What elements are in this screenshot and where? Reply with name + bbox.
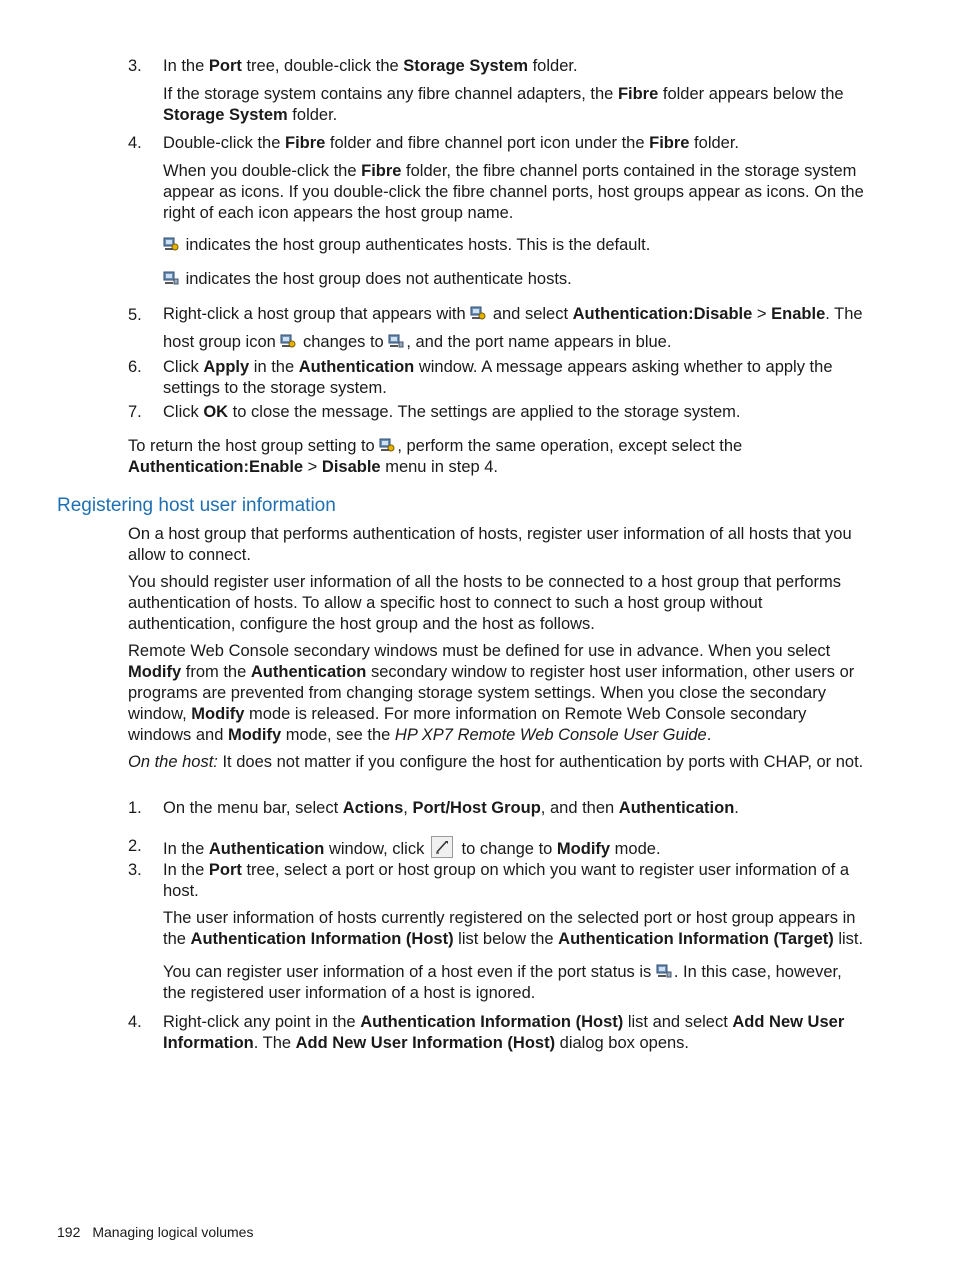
step-number: 7. xyxy=(128,403,142,421)
host-group-auth-icon xyxy=(163,236,179,252)
step-number: 2. xyxy=(128,837,142,855)
host-group-noauth-icon xyxy=(388,333,404,349)
host-group-noauth-icon xyxy=(163,270,179,286)
chapter-title: Managing logical volumes xyxy=(92,1224,254,1240)
step-number: 5. xyxy=(128,306,142,324)
step-number: 3. xyxy=(128,57,142,75)
step-subtext: When you double-click the Fibre folder, the fibre channel ports contained in the storage system appear as icons. If you double-click the fibre channel ports, host groups appear as icons. On the right of each icon appears the host group name. xyxy=(163,162,864,222)
step-subtext: The user information of hosts currently registered on the selected port or host group appears in the Authentication Information (Host) list below the Authentication Information (Target) list. xyxy=(163,909,864,948)
step-number: 4. xyxy=(128,134,142,152)
host-group-auth-icon xyxy=(379,437,395,453)
step-number: 3. xyxy=(128,861,142,879)
step-text: Click OK to close the message. The settings are applied to the storage system. xyxy=(163,403,741,421)
icon-legend-line: indicates the host group does not authenticate hosts. xyxy=(163,269,868,290)
step-number: 4. xyxy=(128,1013,142,1031)
host-group-auth-icon xyxy=(470,305,486,321)
page-number: 192 xyxy=(57,1224,81,1240)
step-subtext: You can register user information of a host even if the port status is . In this case, however, the registered user information of a host is ignored. xyxy=(163,963,842,1002)
modify-mode-icon xyxy=(431,836,453,858)
page-footer xyxy=(57,1222,253,1242)
step-text: On the menu bar, select Actions, Port/Host Group, and then Authentication. xyxy=(163,799,739,817)
step-text: Click Apply in the Authentication window. A message appears asking whether to apply the settings to the storage system. xyxy=(163,358,833,397)
step-number: 1. xyxy=(128,799,142,817)
host-group-auth-icon xyxy=(280,333,296,349)
step-text: In the Port tree, double-click the Storage System folder. xyxy=(163,57,578,75)
paragraph: On a host group that performs authentication of hosts, register user information of all hosts that you allow to connect. xyxy=(128,525,852,564)
paragraph: You should register user information of all the hosts to be connected to a host group that performs authentication of hosts. To allow a specific host to connect to such a host group without authentication, configure the host group and the host as follows. xyxy=(128,573,841,633)
paragraph: On the host: It does not matter if you configure the host for authentication by ports with CHAP, or not. xyxy=(128,753,864,771)
step-subtext: If the storage system contains any fibre channel adapters, the Fibre folder appears below the Storage System folder. xyxy=(163,85,844,124)
step-text: In the Port tree, select a port or host group on which you want to register user information of a host. xyxy=(163,861,850,900)
paragraph: Remote Web Console secondary windows must be defined for use in advance. When you select Modify from the Authentication secondary window to register host user information, other users or programs are prevented from changing storage system settings. When you close the secondary window, Modify mode is released. For more information on Remote Web Console secondary windows and Modify mode, see the HP XP7 Remote Web Console User Guide. xyxy=(128,642,855,744)
section-heading: Registering host user information xyxy=(57,495,336,516)
step-text: Double-click the Fibre folder and fibre channel port icon under the Fibre folder. xyxy=(163,134,740,152)
step-text: In the Authentication window, click to change to Modify mode. xyxy=(163,836,868,860)
icon-legend-line: indicates the host group authenticates hosts. This is the default. xyxy=(163,235,868,256)
step-text: Right-click any point in the Authentication Information (Host) list and select Add New User Information. The Add New User Information (Host) dialog box opens. xyxy=(163,1013,845,1052)
step-text: Right-click a host group that appears with and select Authentication:Disable > Enable. The host group icon changes to , and the port name appears in blue. xyxy=(163,305,863,351)
port-status-icon xyxy=(656,963,672,979)
step-number: 6. xyxy=(128,358,142,376)
return-paragraph: To return the host group setting to , perform the same operation, except select the Authentication:Enable > Disable menu in step 4. xyxy=(128,437,743,476)
